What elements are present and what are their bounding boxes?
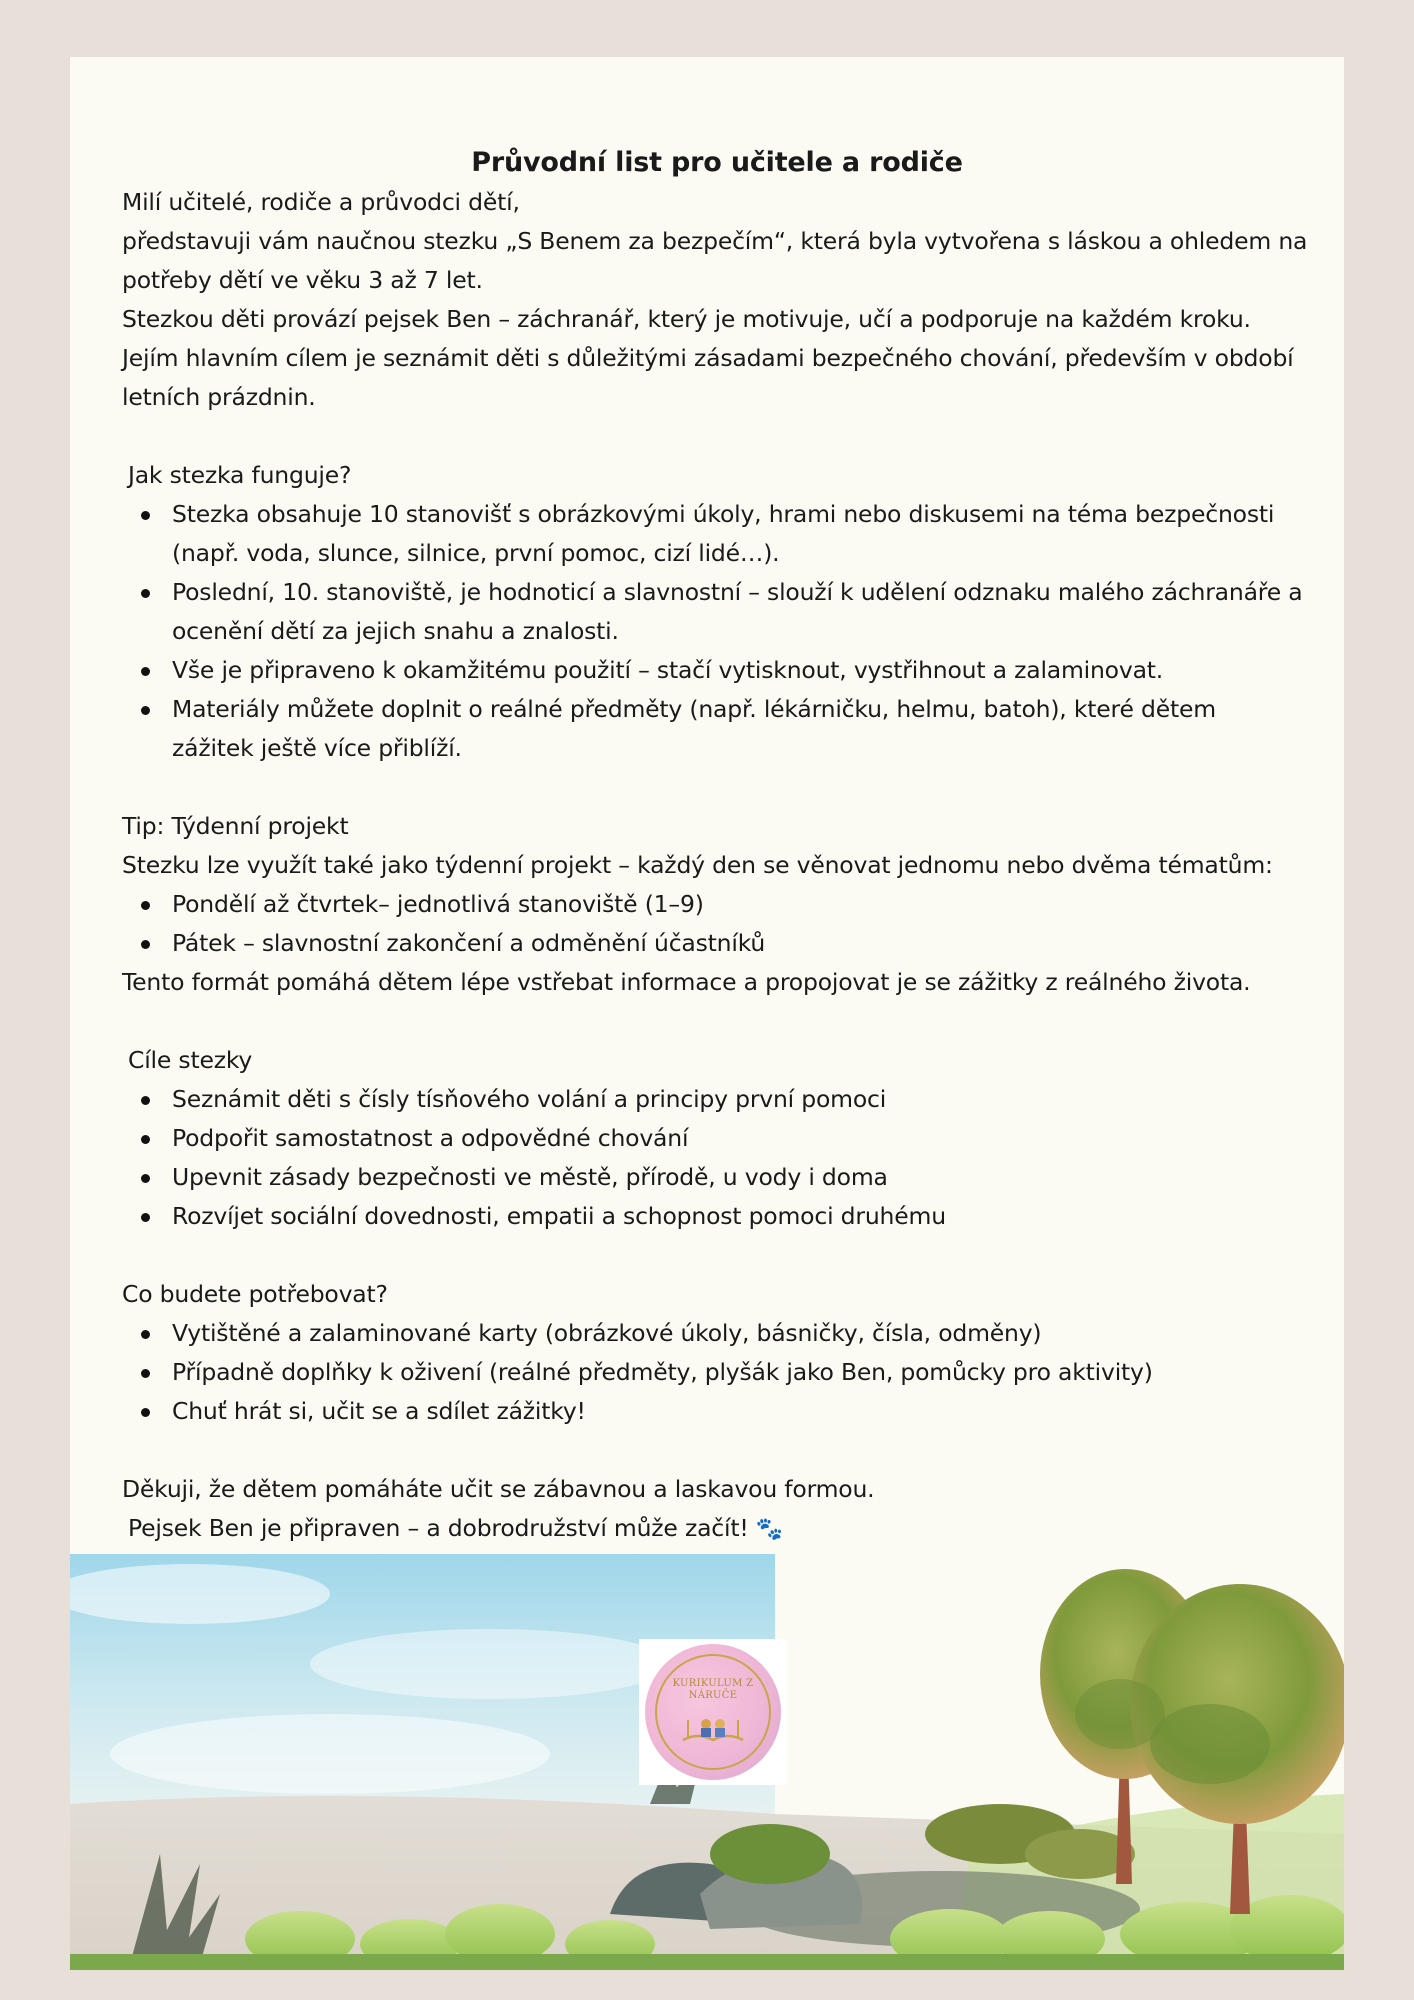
goals-list	[122, 1080, 1312, 1236]
tip-list	[122, 885, 1312, 963]
paw-prints-icon: 🐾	[755, 1517, 784, 1542]
logo-badge	[645, 1644, 781, 1780]
list-item: Pondělí až čtvrtek– jednotlivá stanoviště (1–9)	[172, 885, 1312, 924]
intro-line: Milí učitelé, rodiče a průvodci dětí,	[122, 188, 520, 216]
needs-heading: Co budete potřebovat?	[122, 1280, 388, 1308]
list-item: Materiály můžete doplnit o reálné předměty (např. lékárničku, helmu, batoh), které dětem zážitek ještě více přiblíží.	[172, 690, 1312, 768]
list-item: Poslední, 10. stanoviště, je hodnoticí a slavnostní – slouží k udělení odznaku malého záchranáře a ocenění dětí za jejich snahu a znalosti.	[172, 573, 1312, 651]
tip-outro: Tento formát pomáhá dětem lépe vstřebat informace a propojovat je se zážitky z reálného života.	[122, 968, 1251, 996]
document-page	[70, 57, 1344, 1970]
goals-heading: Cíle stezky	[128, 1046, 253, 1074]
list-item: Pátek – slavnostní zakončení a odměnění účastníků	[172, 924, 1312, 963]
intro-section	[122, 183, 1312, 417]
list-item: Případně doplňky k oživení (reálné předměty, plyšák jako Ben, pomůcky pro aktivity)	[172, 1353, 1312, 1392]
logo-text: KURIKULUM Z NÁRUČE	[672, 1678, 754, 1701]
kurikulum-logo	[639, 1639, 787, 1785]
page-title: Průvodní list pro učitele a rodiče	[471, 147, 963, 178]
how-heading: Jak stezka funguje?	[128, 461, 352, 489]
tip-heading: Tip: Týdenní projekt	[122, 812, 349, 840]
intro-line: představuji vám naučnou stezku „S Benem za bezpečím“, která byla vytvořena s láskou a ohledem na	[122, 227, 1308, 255]
list-item: Seznámit děti s čísly tísňového volání a principy první pomoci	[172, 1080, 1312, 1119]
list-item: Vše je připraveno k okamžitému použití – stačí vytisknout, vystřihnout a zalaminovat.	[172, 651, 1312, 690]
list-item: Podpořit samostatnost a odpovědné chování	[172, 1119, 1312, 1158]
intro-line: Stezkou děti provází pejsek Ben – záchranář, který je motivuje, učí a podporuje na každém kroku.	[122, 305, 1251, 333]
list-item: Upevnit zásady bezpečnosti ve městě, přírodě, u vody i doma	[172, 1158, 1312, 1197]
tip-intro: Stezku lze využít také jako týdenní projekt – každý den se věnovat jednomu nebo dvěma tématům:	[122, 851, 1273, 879]
intro-line: Jejím hlavním cílem je seznámit děti s důležitými zásadami bezpečného chování, především v období	[122, 344, 1294, 372]
list-item: Chuť hrát si, učit se a sdílet zážitky!	[172, 1392, 1312, 1431]
needs-list	[122, 1314, 1312, 1431]
list-item: Stezka obsahuje 10 stanovišť s obrázkovými úkoly, hrami nebo diskusemi na téma bezpečnosti (např. voda, slunce, silnice, první pomoc, cizí lidé…).	[172, 495, 1312, 573]
intro-line: potřeby dětí ve věku 3 až 7 let.	[122, 266, 483, 294]
how-list	[122, 495, 1312, 768]
list-item: Vytištěné a zalaminované karty (obrázkové úkoly, básničky, čísla, odměny)	[172, 1314, 1312, 1353]
closing-line: Děkuji, že dětem pomáháte učit se zábavnou a laskavou formou.	[122, 1475, 875, 1503]
intro-line: letních prázdnin.	[122, 383, 316, 411]
document-body	[122, 143, 1312, 1549]
closing-line-2: Pejsek Ben je připraven – a dobrodružství může začít! 🐾	[128, 1514, 784, 1542]
list-item: Rozvíjet sociální dovednosti, empatii a schopnost pomoci druhému	[172, 1197, 1312, 1236]
